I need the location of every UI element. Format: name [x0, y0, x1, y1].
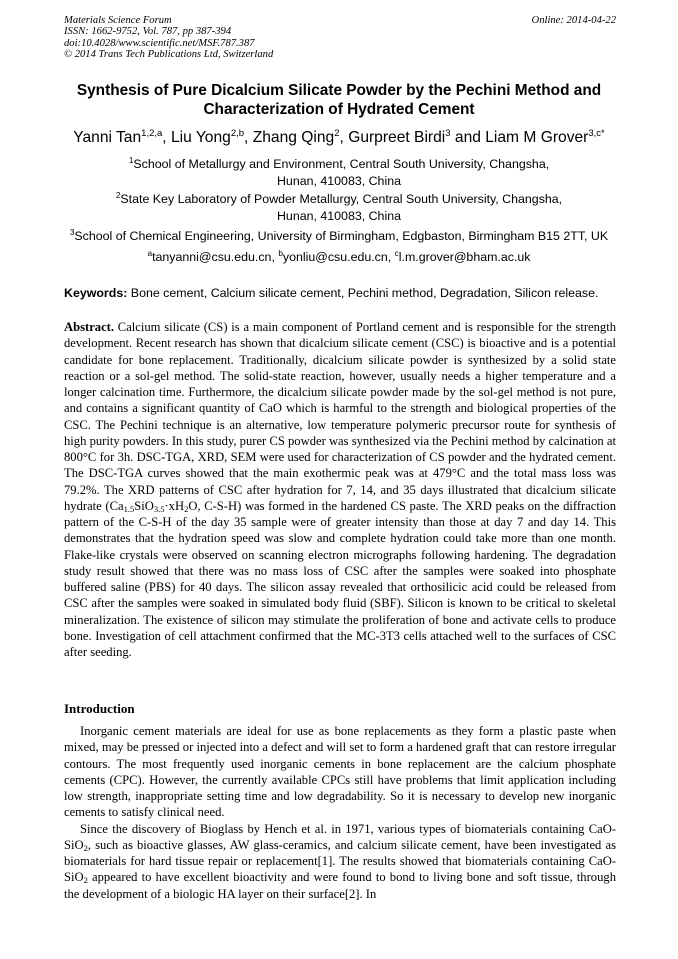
online-date: Online: 2014-04-22 [531, 15, 616, 26]
email-mark: c [394, 249, 399, 258]
keywords-label: Keywords: [64, 286, 128, 300]
affiliation-mark: 3 [69, 228, 75, 237]
affiliation-line: Hunan, 410083, China [276, 208, 401, 223]
author-name: Liu Yong [170, 129, 231, 146]
paragraph-text: appeared to have excellent bioactivity and were found to bond to living bone and soft tissue, through the development of a biologic HA layer on their surface[2]. In [64, 870, 616, 901]
abstract-text: ·xH [164, 498, 185, 513]
intro-paragraph-2 [64, 821, 616, 902]
email-separator: , [387, 250, 395, 264]
affiliation-line: Hunan, 410083, China [276, 173, 401, 188]
author-name: Gurpreet Birdi [348, 129, 446, 146]
affiliation-1 [40, 156, 638, 189]
author-name: Zhang Qing [252, 129, 335, 146]
journal-name: Materials Science Forum [64, 15, 172, 26]
paragraph-text: , such as bioactive glasses, AW glass-ceramics, and calcium silicate cement, have been investigated as biomaterials for hard tissue repair or replacement[1]. The results showed that biomaterials containing CaO-SiO [64, 837, 616, 885]
title-line-2: Characterization of Hydrated Cement [203, 101, 475, 118]
author-list [40, 128, 638, 148]
keywords-text: Bone cement, Calcium silicate cement, Pechini method, Degradation, Silicon release. [127, 286, 599, 300]
formula-subscript: 3.5 [153, 503, 165, 514]
title-line-1: Synthesis of Pure Dicalcium Silicate Powder by the Pechini Method and [76, 82, 602, 99]
email-separator: , [271, 250, 279, 264]
email-mark: a [147, 249, 153, 258]
email-address[interactable]: yonliu@csu.edu.cn [282, 250, 388, 264]
abstract-text: O, C-S-H) was formed in the hardened CS paste. The XRD peaks on the diffraction pattern of the C-S-H of the day 35 sample were of greater intensity than those at day 7 and day 14. This demonstrates that the hydration speed was slow and complete hydration could take more than one month. Flake-like crystals were observed on scanning electron micrographs following hardening. The degradation study result showed that there was no mass loss of CSC after the samples were soaked into phosphate buffered saline (PBS) for 40 days. The silicon assay revealed that orthosilicic acid could be released from CSC after the samples were soaked in simulated body fluid (SBF). Silicon is known to be critical to skeletal mineralization. The existence of silicon may stimulate the proliferation of bone and activate cells to produce bone. Investigation of cell attachment confirmed that the MC-3T3 cells attached well to the surfaces of CSC after seeding. [64, 498, 616, 659]
author-affiliation-mark: 2 [334, 128, 340, 139]
author-affiliation-mark: 2,b [230, 128, 245, 139]
abstract-label: Abstract. [64, 320, 115, 334]
journal-copyright: © 2014 Trans Tech Publications Ltd, Switzerland [64, 49, 274, 61]
email-mark: b [278, 249, 283, 258]
abstract-text: SiO [134, 498, 154, 513]
formula-subscript: 1.5 [123, 503, 135, 514]
author-emails [40, 249, 638, 266]
section-heading-introduction: Introduction [64, 701, 135, 716]
email-address[interactable]: l.m.grover@bham.ac.uk [398, 250, 531, 264]
author-affiliation-mark: 1,2,a [141, 128, 163, 139]
author-name: Liam M Grover [485, 129, 589, 146]
author-separator: , [244, 129, 253, 146]
affiliation-line: School of Chemical Engineering, University of Birmingham, Edgbaston, Birmingham B15 2TT, UK [74, 229, 609, 243]
formula-subscript: 2 [83, 875, 88, 886]
introduction-body [64, 723, 616, 902]
email-address[interactable]: tanyanni@csu.edu.cn [152, 250, 272, 264]
journal-header [64, 15, 273, 61]
author-separator: and [450, 129, 486, 146]
affiliation-mark: 1 [128, 156, 134, 165]
abstract-text: Calcium silicate (CS) is a main component of Portland cement and is responsible for the strength development. Recent research has shown that dicalcium silicate cement (CSC) is bioactive and is a potential candidate for bone replacement. Traditionally, dicalcium silicate powder is synthesized by a solid state reaction or a sol-gel method. The solid-state reaction, however, usually needs a higher temperature and a longer calcination time. Furthermore, the dicalcium silicate powder made by the sol-gel method is not pure, and contains a significant quantity of CaO which is harmful to the strength and biological properties of the CSC. The Pechini technique is an alternative, low temperature polymeric precursor route for synthesis of high purity powders. In this study, purer CS powder was synthesized via the Pechini method by calcination at 800°C for 3h. DSC-TGA, XRD, SEM were used for characterization of CS powder and the hydrated cement. The DSC-TGA curves showed that the main exothermic peak was at 479°C and the total mass loss was 79.2%. The XRD patterns of CSC after hydration for 7, 14, and 35 days illustrated that dicalcium silicate hydrate (Ca [64, 320, 616, 513]
author-separator: , [339, 129, 349, 146]
journal-issn: ISSN: 1662-9752, Vol. 787, pp 387-394 [64, 26, 232, 38]
formula-subscript: 2 [83, 842, 88, 853]
keywords [64, 285, 616, 301]
paper-title [40, 81, 638, 119]
affiliation-mark: 2 [115, 191, 121, 200]
formula-subscript: 2 [184, 503, 189, 514]
affiliation-3 [40, 228, 638, 245]
journal-doi[interactable]: doi:10.4028/www.scientific.net/MSF.787.387 [64, 37, 255, 49]
author-affiliation-mark: 3 [445, 128, 451, 139]
affiliation-line: State Key Laboratory of Powder Metallurgy, Central South University, Changsha, [120, 192, 563, 206]
author-name: Yanni Tan [73, 129, 142, 146]
paragraph-text: Since the discovery of Bioglass by Hench et al. in 1971, various types of biomaterials containing CaO-SiO [64, 821, 616, 852]
abstract [64, 319, 616, 660]
affiliation-line: School of Metallurgy and Environment, Central South University, Changsha, [133, 157, 550, 171]
affiliation-2 [40, 191, 638, 224]
author-affiliation-mark: 3,c* [588, 128, 605, 139]
author-separator: , [162, 129, 171, 146]
intro-paragraph-1: Inorganic cement materials are ideal for use as bone replacements as they form a plastic paste when mixed, may be pressed or injected into a defect and will set to form a hardened graft that can restore irregular contours. The most frequently used inorganic cements in bone replacement are the calcium phosphate cements (CPC). However, the currently available CPCs still have problems that limit application including low strength, inappropriate setting time and low degradability. So it is necessary to develop new inorganic cements to satisfy clinical need. [64, 724, 616, 820]
